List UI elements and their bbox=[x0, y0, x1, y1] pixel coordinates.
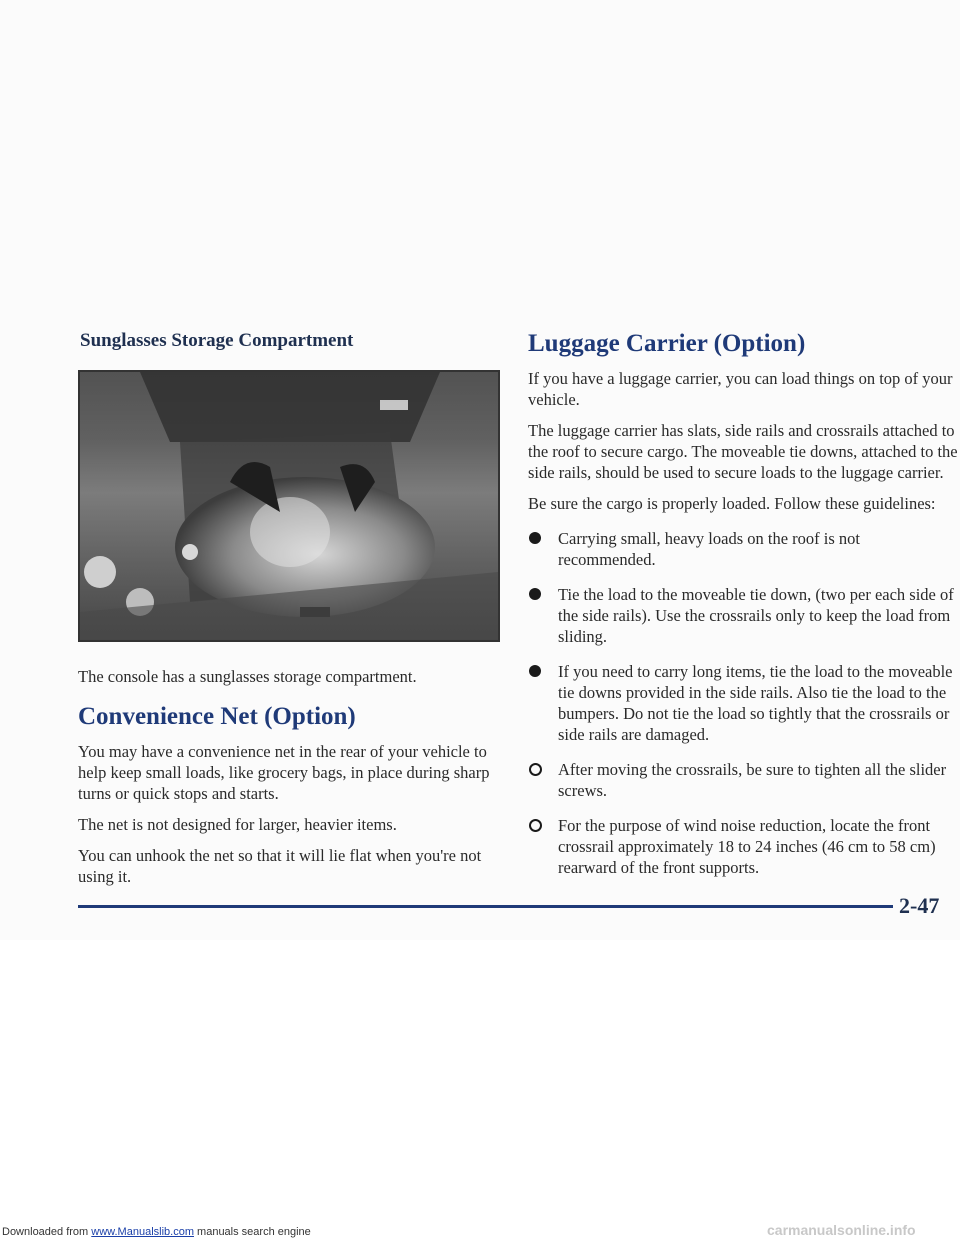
compartment-illustration bbox=[80, 372, 498, 640]
page-number: 2-47 bbox=[899, 893, 940, 918]
footer-prefix: Downloaded from bbox=[2, 1226, 92, 1238]
sunglasses-heading: Sunglasses Storage Compartment bbox=[80, 330, 354, 351]
footer-suffix: manuals search engine bbox=[193, 1226, 311, 1238]
bullet-icon bbox=[529, 588, 541, 600]
manualslib-link[interactable]: www.Manualslib.com bbox=[91, 1226, 194, 1238]
paragraph: Be sure the cargo is properly loaded. Follow these guidelines: bbox=[528, 494, 936, 513]
list-item bbox=[528, 528, 958, 570]
photo-caption: The console has a sunglasses storage compartment. bbox=[78, 667, 417, 686]
luggage-carrier-title: Luggage Carrier (Option) bbox=[528, 330, 806, 357]
list-item bbox=[528, 759, 958, 801]
bullet-icon bbox=[529, 819, 542, 832]
bullet-text: Carrying small, heavy loads on the roof is not recommended. bbox=[558, 529, 860, 569]
list-item bbox=[528, 815, 958, 878]
bullet-text: After moving the crossrails, be sure to tighten all the slider screws. bbox=[558, 760, 947, 800]
bullet-icon bbox=[529, 532, 541, 544]
bullet-text: Tie the load to the moveable tie down, (two per each side of the side rails). Use the crossrails only to keep the load from sliding. bbox=[558, 585, 954, 646]
guidelines-list bbox=[528, 528, 958, 878]
paragraph: The luggage carrier has slats, side rails and crossrails attached to the roof to secure cargo. The moveable tie downs, attached to the side rails, should be used to secure loads to the luggage carrier. bbox=[528, 421, 958, 482]
left-column bbox=[78, 330, 508, 897]
paragraph: You may have a convenience net in the rear of your vehicle to help keep small loads, like grocery bags, in place during sharp turns or quick stops and starts. bbox=[78, 742, 490, 803]
bullet-text: If you need to carry long items, tie the load to the moveable tie downs provided in the side rails. Also tie the load to the bumpers. Do not tie the load so tightly that the crossrails or side rails are damaged. bbox=[558, 662, 953, 744]
list-item bbox=[528, 584, 958, 647]
bullet-icon bbox=[529, 665, 541, 677]
paragraph: If you have a luggage carrier, you can load things on top of your vehicle. bbox=[528, 369, 953, 409]
convenience-net-title: Convenience Net (Option) bbox=[78, 703, 356, 730]
download-footer bbox=[2, 1226, 311, 1238]
right-column bbox=[528, 330, 958, 892]
bullet-text: For the purpose of wind noise reduction, locate the front crossrail approximately 18 to 24 inches (46 cm to 58 cm) rearward of the front supports. bbox=[558, 816, 936, 877]
sunglasses-compartment-photo bbox=[78, 370, 500, 642]
paragraph: You can unhook the net so that it will lie flat when you're not using it. bbox=[78, 846, 482, 886]
list-item bbox=[528, 661, 958, 745]
footer-rule bbox=[78, 905, 893, 908]
paragraph: The net is not designed for larger, heavier items. bbox=[78, 815, 397, 834]
watermark: carmanualsonline.info bbox=[767, 1222, 916, 1238]
bullet-icon bbox=[529, 763, 542, 776]
